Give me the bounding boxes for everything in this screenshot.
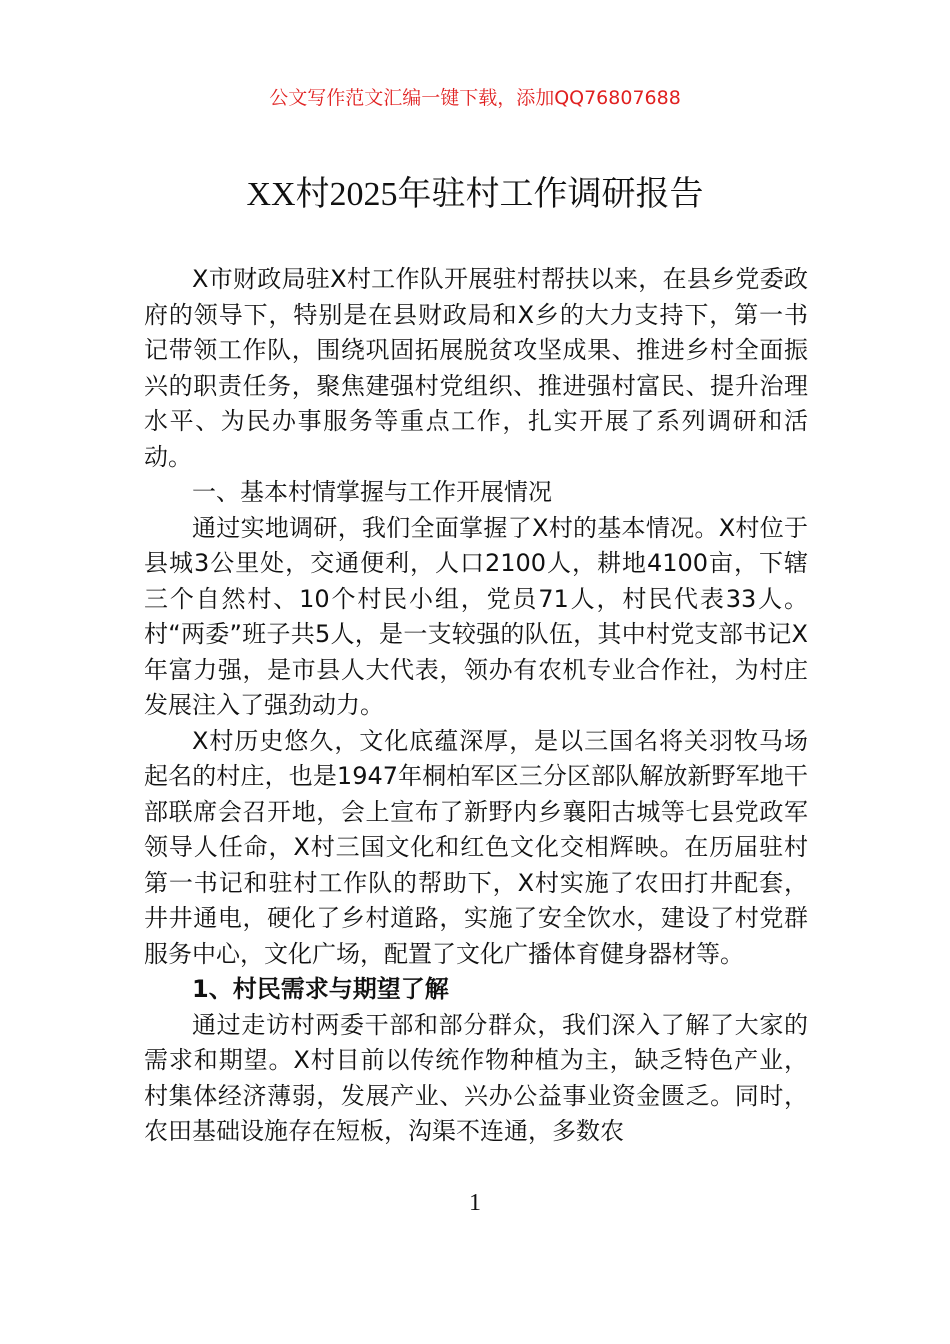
page-number: 1 [469, 1190, 481, 1216]
village-overview-paragraph: 通过实地调研，我们全面掌握了X村的基本情况。X村位于县城3公里处，交通便利，人口2100人，耕地4100亩，下辖三个自然村、10个村民小组，党员71人，村民代表33人。村“两委”班子共5人，是一支较强的队伍，其中村党支部书记X年富力强，是市县人大代表，领办有农机专业合作社，为村庄发展注入了强劲动力。 [144, 513, 808, 719]
village-history-paragraph: X村历史悠久，文化底蕴深厚，是以三国名将关羽牧马场起名的村庄，也是1947年桐柏军区三分区部队解放新野军地干部联席会召开地，会上宣布了新野内乡襄阳古城等七县党政军领导人任命，X村三国文化和红色文化交相辉映。在历届驻村第一书记和驻村工作队的帮助下，X村实施了农田打井配套，井井通电，硬化了乡村道路，实施了安全饮水，建设了村党群服务中心，文化广场，配置了文化广播体育健身器材等。 [144, 726, 808, 968]
subsection-heading-1: 1、村民需求与期望了解 [192, 975, 449, 1003]
download-banner: 公文写作范文汇编一键下载，添加QQ76807688 [269, 87, 681, 109]
villager-needs-paragraph: 通过走访村两委干部和部分群众，我们深入了解了大家的需求和期望。X村目前以传统作物种植为主，缺乏特色产业，村集体经济薄弱，发展产业、兴办公益事业资金匮乏。同时，农田基础设施存在短板，沟渠不连通，多数农 [144, 1010, 808, 1145]
document-title: XX村2025年驻村工作调研报告 [246, 176, 704, 213]
section-heading-1: 一、基本村情掌握与工作开展情况 [192, 478, 552, 506]
intro-paragraph: X市财政局驻X村工作队开展驻村帮扶以来，在县乡党委政府的领导下，特别是在县财政局和X乡的大力支持下，第一书记带领工作队，围绕巩固拓展脱贫攻坚成果、推进乡村全面振兴的职责任务，聚焦建强村党组织、推进强村富民、提升治理水平、为民办事服务等重点工作，扎实开展了系列调研和活动。 [144, 265, 808, 471]
document-body [144, 262, 808, 1150]
